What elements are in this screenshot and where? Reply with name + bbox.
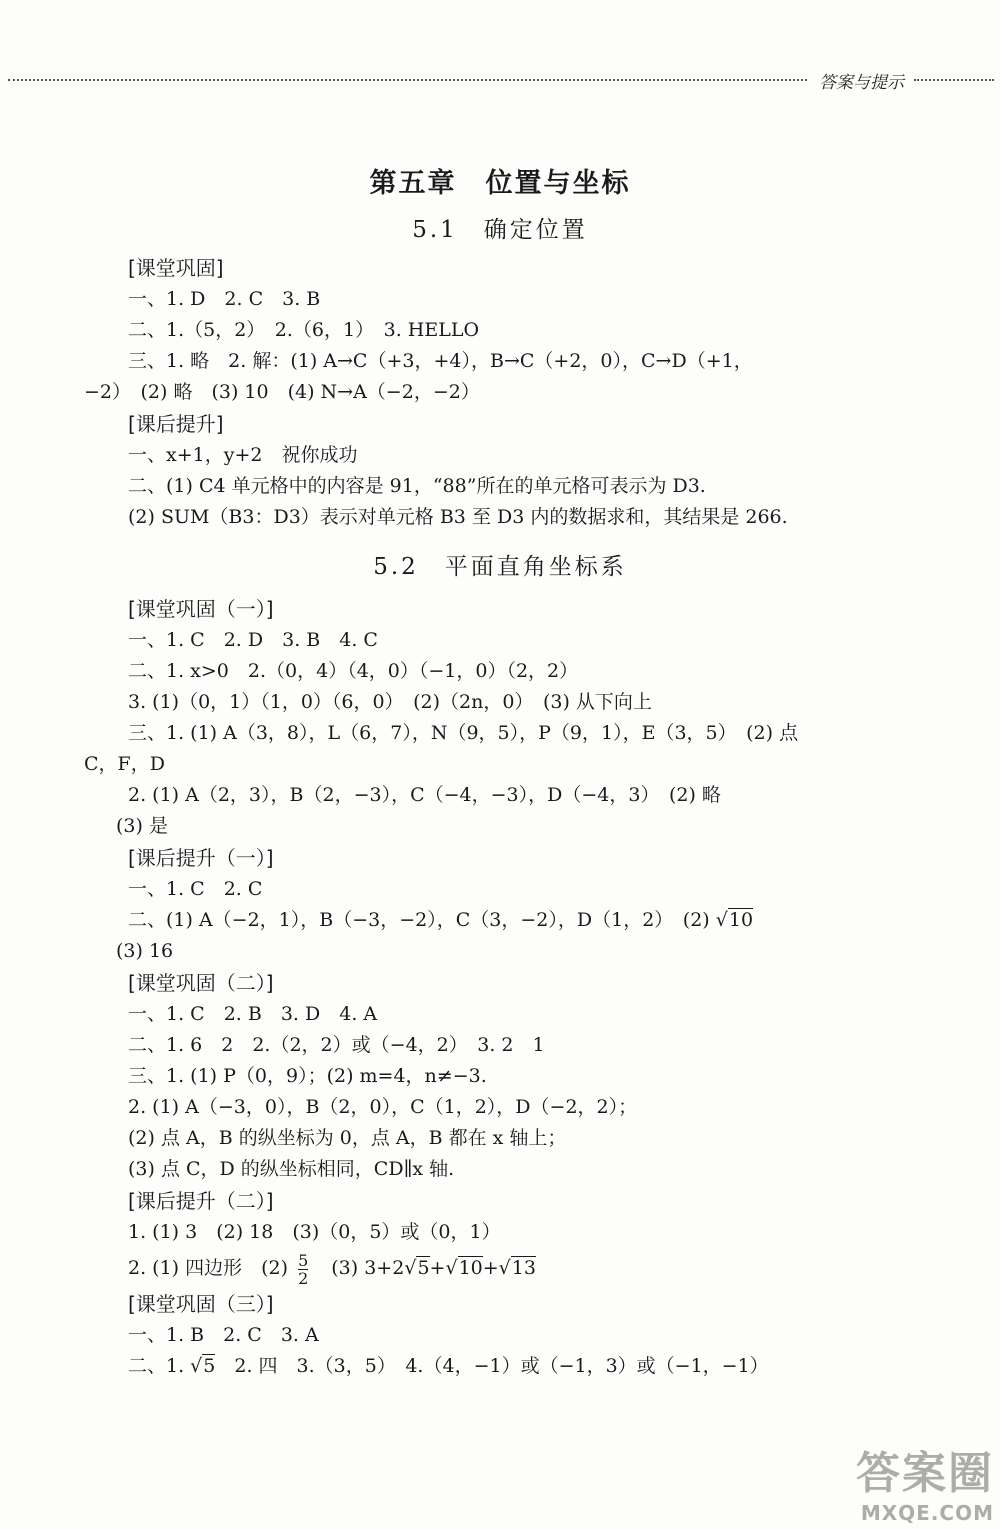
subheading-kehou-tisheng-2: [课后提升（二）] bbox=[128, 1189, 274, 1213]
section-title-5-1: 5.1 确定位置 bbox=[412, 217, 588, 243]
answer-line: −2） (2) 略 (3) 10 (4) N→A（−2，−2） bbox=[84, 381, 480, 403]
answer-line: 三、1. (1) P（0，9）；(2) m=4，n≠−3. bbox=[128, 1065, 487, 1087]
answer-line: 一、1. B 2. C 3. A bbox=[128, 1324, 319, 1346]
answer-line: 二、1. 6 2 2.（2，2）或（−4，2） 3. 2 1 bbox=[128, 1034, 545, 1056]
answer-text: 2. 四 3.（3，5） 4.（4，−1）或（−1，3）或（−1，−1） bbox=[215, 1355, 769, 1377]
sqrt-symbol: √ bbox=[715, 909, 728, 931]
answer-line: 一、x+1，y+2 祝你成功 bbox=[128, 444, 358, 466]
sqrt-symbol: √ bbox=[445, 1257, 458, 1279]
answer-line: C，F，D bbox=[84, 753, 165, 775]
answer-line: 3. (1)（0，1）（1，0）（6，0） (2)（2n，0） (3) 从下向上 bbox=[128, 691, 652, 713]
answer-line: 三、1. (1) A（3，8），L（6，7），N（9，5），P（9，1），E（3，5） (2) 点 bbox=[128, 722, 799, 744]
answer-line: 一、1. C 2. D 3. B 4. C bbox=[128, 629, 378, 651]
answer-line: (3) 点 C，D 的纵坐标相同，CD∥x 轴. bbox=[128, 1158, 455, 1180]
radicand: 5 bbox=[417, 1257, 430, 1279]
page-content bbox=[0, 160, 1000, 1382]
header-dotted-rule-right bbox=[914, 79, 994, 81]
sqrt-symbol: √ bbox=[404, 1257, 417, 1279]
page-header bbox=[0, 68, 1000, 92]
sqrt-symbol: √ bbox=[498, 1257, 511, 1279]
answer-line: 二、(1) C4 单元格中的内容是 91，“88”所在的单元格可表示为 D3. bbox=[128, 475, 706, 497]
answer-line: (2) SUM（B3：D3）表示对单元格 B3 至 D3 内的数据求和，其结果是 266. bbox=[128, 506, 788, 528]
subheading-ketang-gonggu-1: [课堂巩固（一）] bbox=[128, 597, 274, 621]
radicand: 10 bbox=[458, 1257, 483, 1279]
fraction-denominator: 2 bbox=[298, 1268, 309, 1288]
section-title-5-2: 5.2 平面直角坐标系 bbox=[373, 554, 627, 580]
answer-line: 二、1.（5，2） 2.（6，1） 3. HELLO bbox=[128, 319, 480, 341]
chapter-title: 第五章 位置与坐标 bbox=[369, 168, 631, 199]
answer-line: 一、1. C 2. C bbox=[128, 878, 263, 900]
plus-sign: + bbox=[482, 1257, 499, 1279]
fraction-numerator: 5 bbox=[298, 1250, 309, 1270]
answer-line-with-root bbox=[0, 1351, 1000, 1382]
subheading-ketang-gonggu-3: [课堂巩固（三）] bbox=[128, 1292, 274, 1316]
watermark-logo-text: 答案圈 bbox=[856, 1448, 994, 1499]
radicand: 10 bbox=[728, 909, 754, 931]
header-dotted-rule-left bbox=[8, 79, 807, 81]
subheading-ketang-gonggu-2: [课堂巩固（二）] bbox=[128, 971, 274, 995]
subheading-ketang-gonggu: [课堂巩固] bbox=[128, 256, 224, 280]
radicand: 13 bbox=[511, 1257, 536, 1279]
sqrt-symbol: √ bbox=[190, 1355, 203, 1377]
answer-text: 2. (1) 四边形 (2) bbox=[128, 1257, 295, 1279]
answer-line: 一、1. C 2. B 3. D 4. A bbox=[128, 1003, 378, 1025]
answer-line-with-root bbox=[0, 905, 1000, 936]
plus-sign: + bbox=[429, 1257, 446, 1279]
subheading-kehou-tisheng-1: [课后提升（一）] bbox=[128, 846, 274, 870]
subheading-kehou-tisheng: [课后提升] bbox=[128, 412, 224, 436]
answer-text: (3) 3+2 bbox=[312, 1257, 405, 1279]
answer-text: 二、1. bbox=[128, 1355, 191, 1377]
answer-line: 2. (1) A（−3，0），B（2，0），C（1，2），D（−2，2）； bbox=[128, 1096, 638, 1118]
answer-line: 一、1. D 2. C 3. B bbox=[128, 288, 321, 310]
site-watermark bbox=[856, 1437, 994, 1525]
radicand: 5 bbox=[203, 1355, 216, 1377]
watermark-url: MXQE.COM bbox=[860, 1501, 994, 1525]
answer-line: (3) 是 bbox=[116, 815, 168, 837]
answer-line-with-fraction bbox=[0, 1248, 1000, 1288]
answer-line: 1. (1) 3 (2) 18 (3)（0，5）或（0，1） bbox=[128, 1221, 501, 1243]
answer-line: 三、1. 略 2. 解：(1) A→C（+3，+4），B→C（+2，0），C→D（+1， bbox=[128, 350, 753, 372]
answer-line: (3) 16 bbox=[116, 940, 174, 962]
fraction bbox=[298, 1252, 308, 1287]
answer-line: (2) 点 A，B 的纵坐标为 0，点 A，B 都在 x 轴上； bbox=[128, 1127, 567, 1149]
answer-text: 二、(1) A（−2，1），B（−3，−2），C（3，−2），D（1，2） (2) bbox=[128, 909, 716, 931]
answer-line: 2. (1) A（2，3），B（2，−3），C（−4，−3），D（−4，3） (2) 略 bbox=[128, 784, 721, 806]
header-label: 答案与提示 bbox=[819, 72, 904, 93]
answer-line: 二、1. x>0 2.（0，4）（4，0）（−1，0）（2，2） bbox=[128, 660, 579, 682]
